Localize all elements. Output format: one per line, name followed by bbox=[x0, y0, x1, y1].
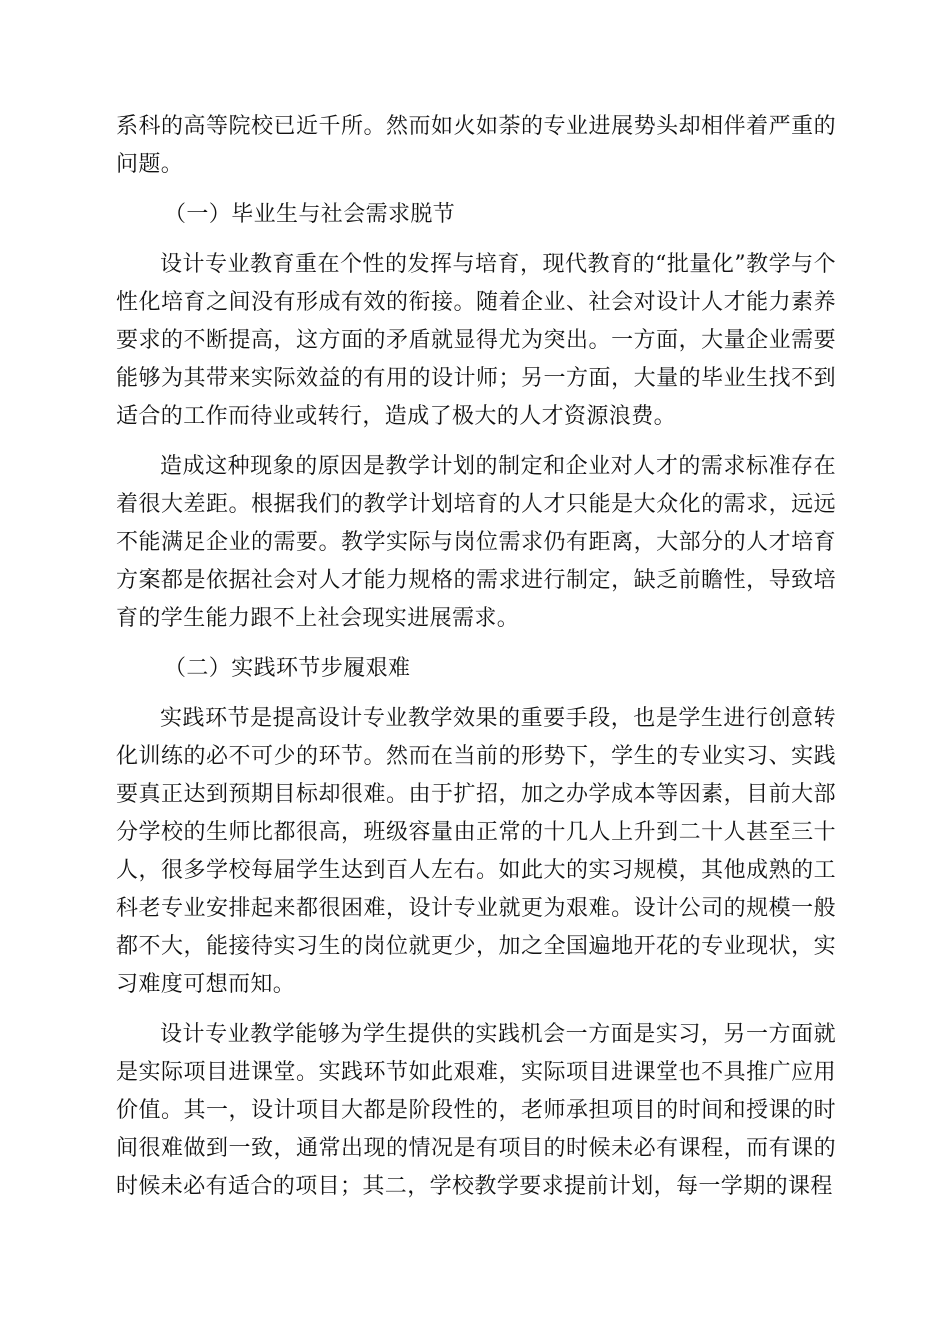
paragraph-practice-difficulty: 实践环节是提高设计专业教学效果的重要手段，也是学生进行创意转化训练的必不可少的环节。然而在当前的形势下，学生的专业实习、实践要真正达到预期目标却很难。由于扩招，加之办学成本等因素，目前大部分学校的生师比都很高，班级容量由正常的十几人上升到二十人甚至三十人，很多学校每届学生达到百人左右。如此大的实习规模，其他成熟的工科老专业安排起来都很困难，设计专业就更为艰难。设计公司的规模一般都不大，能接待实习生的岗位就更少，加之全国遍地开花的专业现状，实习难度可想而知。 bbox=[116, 706, 836, 997]
paragraph-practice-opportunities: 设计专业教学能够为学生提供的实践机会一方面是实习，另一方面就是实际项目进课堂。实践环节如此艰难，实际项目进课堂也不具推广应用价值。其一，设计项目大都是阶段性的，老师承担项目的时间和授课的时间很难做到一致，通常出现的情况是有项目的时候未必有课程，而有课的时候未必有适合的项目；其二，学校教学要求提前计划，每一学期的课程 bbox=[116, 1022, 836, 1199]
section-heading-1: （一）毕业生与社会需求脱节 bbox=[164, 202, 456, 227]
paragraph-mismatch-cause: 造成这种现象的原因是教学计划的制定和企业对人才的需求标准存在着很大差距。根据我们的教学计划培育的人才只能是大众化的需求，远远不能满足企业的需要。教学实际与岗位需求仍有距离，大部分的人才培育方案都是依据社会对人才能力规格的需求进行制定，缺乏前瞻性，导致培育的学生能力跟不上社会现实进展需求。 bbox=[116, 454, 836, 631]
paragraph-graduate-mismatch: 设计专业教育重在个性的发挥与培育，现代教育的“批量化”教学与个性化培育之间没有形成有效的衔接。随着企业、社会对设计人才能力素养要求的不断提高，这方面的矛盾就显得尤为突出。一方面，大量企业需要能够为其带来实际效益的有用的设计师；另一方面，大量的毕业生找不到适合的工作而待业或转行，造成了极大的人才资源浪费。 bbox=[116, 252, 836, 429]
paragraph-intro-continuation: 系科的高等院校已近千所。然而如火如荼的专业进展势头却相伴着严重的问题。 bbox=[116, 114, 836, 177]
section-heading-2: （二）实践环节步履艰难 bbox=[164, 656, 411, 681]
document-body bbox=[116, 108, 836, 1218]
